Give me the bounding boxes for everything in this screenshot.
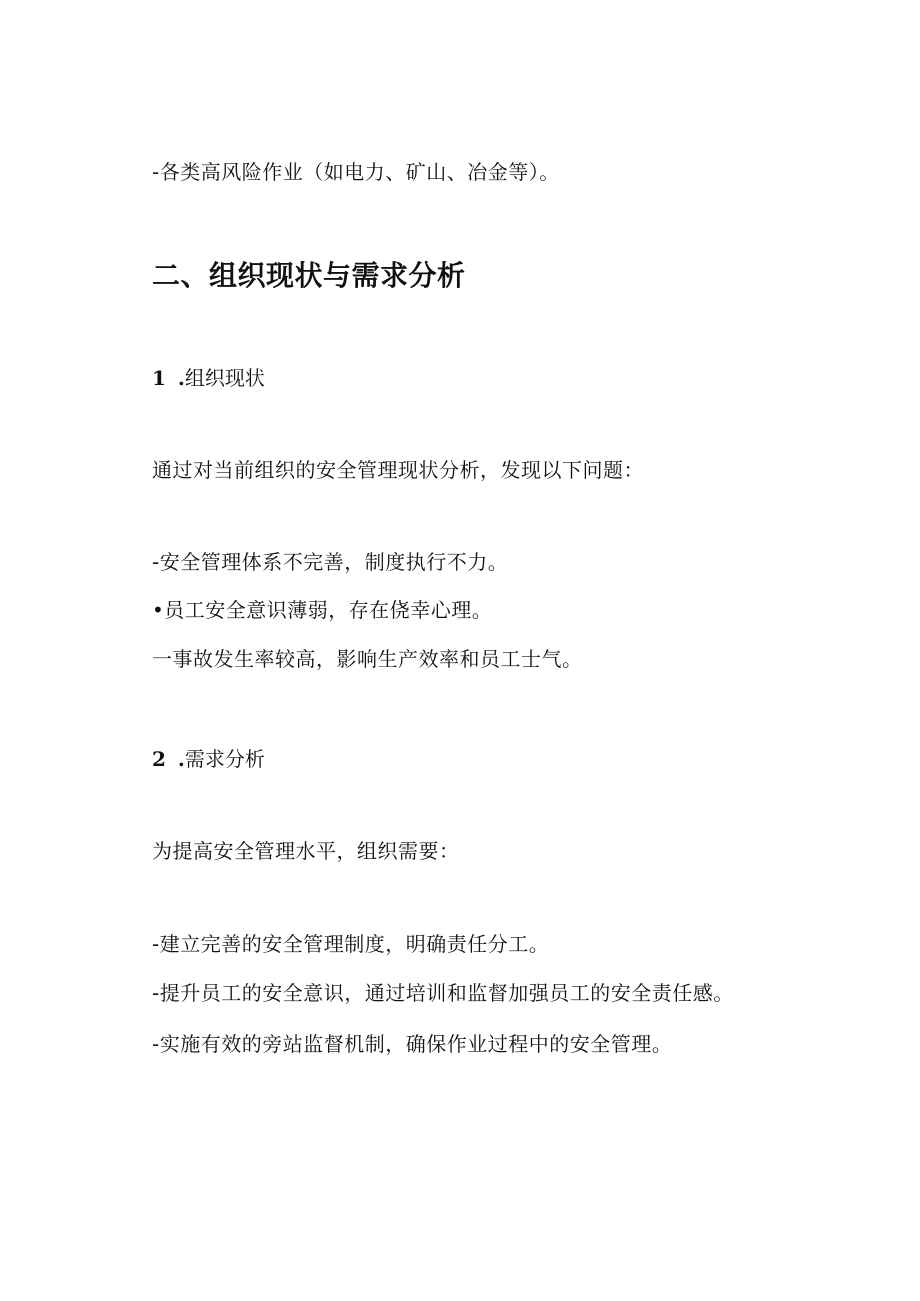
subsection-2-heading (152, 745, 265, 773)
subsection-2-title: 需求分析 (184, 747, 265, 771)
subsection-2-item-3: -实施有效的旁站监督机制，确保作业过程中的安全管理。 (152, 1032, 673, 1056)
subsection-2-number: 2 (152, 747, 166, 771)
subsection-1-title: 组织现状 (184, 366, 265, 390)
subsection-1-number: 1 (152, 366, 166, 390)
subsection-1-heading (152, 364, 265, 392)
subsection-1-item-3: 一事故发生率较高，影响生产效率和员工士气。 (152, 647, 583, 671)
section-title: 二、组织现状与需求分析 (152, 259, 466, 292)
subsection-2-intro: 为提高安全管理水平，组织需要： (152, 839, 460, 863)
subsection-2-item-2: -提升员工的安全意识，通过培训和监督加强员工的安全责任感。 (152, 981, 734, 1005)
subsection-1-dot: . (177, 366, 185, 390)
subsection-1-item-2: •员工安全意识薄弱，存在侥幸心理。 (152, 598, 493, 622)
intro-list-item: -各类高风险作业（如电力、矿山、冶金等）。 (152, 160, 560, 184)
subsection-2-item-1: -建立完善的安全管理制度，明确责任分工。 (152, 932, 550, 956)
subsection-1-intro: 通过对当前组织的安全管理现状分析，发现以下问题： (152, 458, 644, 482)
subsection-1-item-1: -安全管理体系不完善，制度执行不力。 (152, 550, 509, 574)
subsection-2-dot: . (177, 747, 185, 771)
